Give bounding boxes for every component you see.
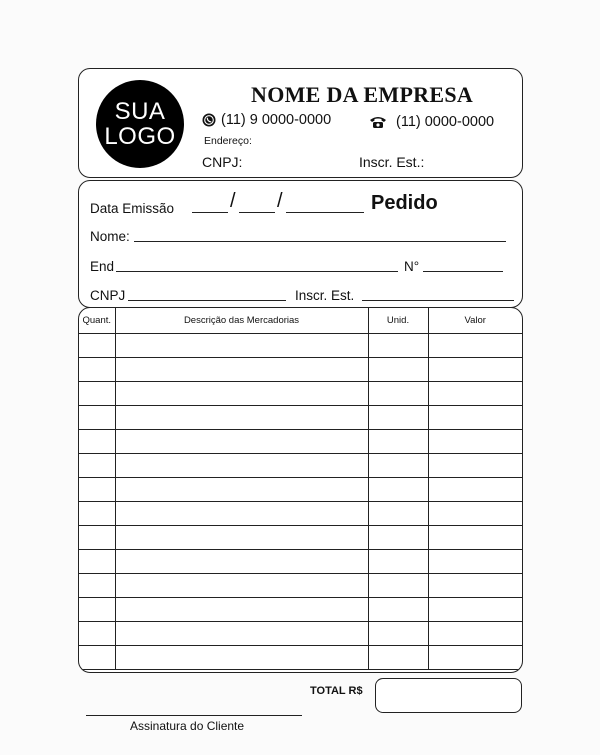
address-label: End: [90, 259, 115, 274]
quantity-cell[interactable]: [79, 478, 115, 502]
quantity-cell[interactable]: [79, 622, 115, 646]
quantity-cell[interactable]: [79, 598, 115, 622]
value-cell[interactable]: [428, 358, 522, 382]
total-field[interactable]: [375, 678, 522, 713]
landline-contact: [369, 114, 494, 130]
client-cnpj-label: CNPJ: [90, 288, 126, 303]
unit-cell[interactable]: [368, 478, 428, 502]
description-cell[interactable]: [115, 526, 368, 550]
client-state-reg-line[interactable]: [362, 300, 514, 301]
client-state-reg-label: Inscr. Est.: [295, 288, 355, 303]
value-cell[interactable]: [428, 502, 522, 526]
logo-line-2: LOGO: [104, 123, 176, 150]
column-header-unit: Unid.: [368, 308, 428, 334]
table-row: [79, 574, 522, 598]
value-cell[interactable]: [428, 454, 522, 478]
unit-cell[interactable]: [368, 622, 428, 646]
company-cnpj-label: CNPJ:: [202, 154, 243, 170]
value-cell[interactable]: [428, 550, 522, 574]
logo-placeholder: [96, 80, 184, 168]
date-day-line[interactable]: [192, 212, 228, 213]
column-header-value: Valor: [428, 308, 522, 334]
description-cell[interactable]: [115, 478, 368, 502]
column-header-description: Descrição das Mercadorias: [115, 308, 368, 334]
company-header: [78, 68, 523, 178]
signature-line[interactable]: [86, 715, 302, 716]
number-label: N°: [404, 259, 420, 274]
value-cell[interactable]: [428, 406, 522, 430]
whatsapp-contact: [202, 112, 331, 128]
description-cell[interactable]: [115, 598, 368, 622]
description-cell[interactable]: [115, 502, 368, 526]
quantity-cell[interactable]: [79, 502, 115, 526]
unit-cell[interactable]: [368, 598, 428, 622]
company-name: NOME DA EMPRESA: [251, 82, 474, 107]
value-cell[interactable]: [428, 334, 522, 358]
unit-cell[interactable]: [368, 550, 428, 574]
table-row: [79, 358, 522, 382]
value-cell[interactable]: [428, 478, 522, 502]
description-cell[interactable]: [115, 454, 368, 478]
value-cell[interactable]: [428, 598, 522, 622]
address-label: Endereço:: [204, 135, 252, 147]
whatsapp-number: (11) 9 0000-0000: [221, 112, 332, 128]
table-row: [79, 550, 522, 574]
value-cell[interactable]: [428, 622, 522, 646]
whatsapp-icon: [202, 113, 216, 127]
table-row: [79, 478, 522, 502]
value-cell[interactable]: [428, 430, 522, 454]
landline-number: (11) 0000-0000: [396, 114, 495, 130]
address-line[interactable]: [116, 271, 398, 272]
table-row: [79, 526, 522, 550]
description-cell[interactable]: [115, 574, 368, 598]
date-year-line[interactable]: [286, 212, 364, 213]
telephone-icon: [369, 115, 387, 129]
table-row: [79, 334, 522, 358]
quantity-cell[interactable]: [79, 334, 115, 358]
company-state-reg-label: Inscr. Est.:: [359, 154, 425, 170]
quantity-cell[interactable]: [79, 526, 115, 550]
unit-cell[interactable]: [368, 358, 428, 382]
description-cell[interactable]: [115, 622, 368, 646]
items-table-box: [78, 307, 523, 673]
description-cell[interactable]: [115, 406, 368, 430]
unit-cell[interactable]: [368, 334, 428, 358]
description-cell[interactable]: [115, 550, 368, 574]
table-row: [79, 454, 522, 478]
value-cell[interactable]: [428, 526, 522, 550]
value-cell[interactable]: [428, 382, 522, 406]
description-cell[interactable]: [115, 358, 368, 382]
date-month-line[interactable]: [239, 212, 275, 213]
quantity-cell[interactable]: [79, 382, 115, 406]
description-cell[interactable]: [115, 334, 368, 358]
document-title: Pedido: [371, 192, 438, 214]
unit-cell[interactable]: [368, 526, 428, 550]
quantity-cell[interactable]: [79, 550, 115, 574]
unit-cell[interactable]: [368, 646, 428, 670]
client-cnpj-line[interactable]: [128, 300, 286, 301]
value-cell[interactable]: [428, 574, 522, 598]
client-info-section: [78, 180, 523, 308]
unit-cell[interactable]: [368, 430, 428, 454]
name-label: Nome:: [90, 229, 130, 244]
quantity-cell[interactable]: [79, 358, 115, 382]
column-header-quantity: Quant.: [79, 308, 115, 334]
items-table: [79, 308, 522, 670]
unit-cell[interactable]: [368, 454, 428, 478]
quantity-cell[interactable]: [79, 646, 115, 670]
unit-cell[interactable]: [368, 574, 428, 598]
table-row: [79, 382, 522, 406]
quantity-cell[interactable]: [79, 406, 115, 430]
quantity-cell[interactable]: [79, 574, 115, 598]
issue-date-label: Data Emissão: [90, 201, 175, 216]
value-cell[interactable]: [428, 646, 522, 670]
total-label: TOTAL R$: [310, 685, 363, 697]
quantity-cell[interactable]: [79, 454, 115, 478]
table-row: [79, 622, 522, 646]
number-line[interactable]: [423, 271, 503, 272]
unit-cell[interactable]: [368, 382, 428, 406]
unit-cell[interactable]: [368, 406, 428, 430]
description-cell[interactable]: [115, 646, 368, 670]
description-cell[interactable]: [115, 430, 368, 454]
date-separator: /: [277, 190, 283, 212]
quantity-cell[interactable]: [79, 430, 115, 454]
description-cell[interactable]: [115, 382, 368, 406]
date-separator: /: [230, 190, 236, 212]
table-row: [79, 646, 522, 670]
logo-line-1: SUA: [114, 98, 166, 125]
signature-label: Assinatura do Cliente: [130, 719, 245, 733]
table-row: [79, 598, 522, 622]
table-header-row: [79, 308, 522, 334]
unit-cell[interactable]: [368, 502, 428, 526]
name-line[interactable]: [134, 241, 506, 242]
table-row: [79, 502, 522, 526]
table-row: [79, 430, 522, 454]
table-row: [79, 406, 522, 430]
